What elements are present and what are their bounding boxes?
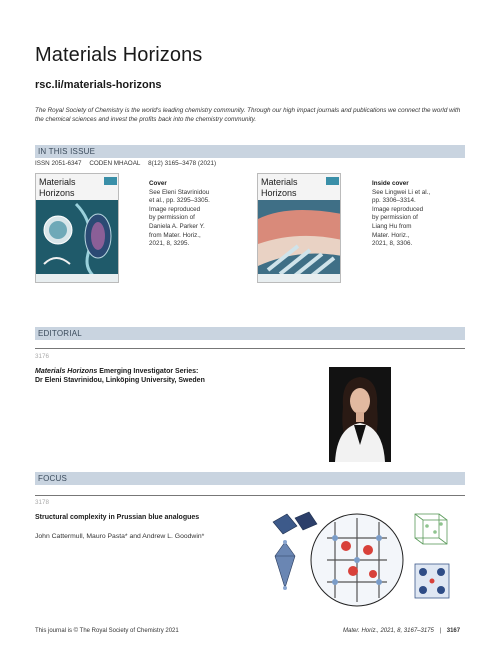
editorial-title-series: Emerging Investigator Series: <box>97 368 199 375</box>
focus-heading: FOCUS <box>35 472 465 485</box>
inside-cover-image[interactable] <box>257 173 341 283</box>
cover-line: Daniela A. Parker Y. <box>149 222 205 230</box>
cover-line: from Mater. Horiz., <box>149 231 201 239</box>
octahedron-left <box>273 512 317 590</box>
inside-cover-line: Image reproduced <box>372 205 424 213</box>
inside-cover-caption <box>372 180 430 249</box>
editorial-page: 3176 <box>35 353 50 360</box>
focus-rule <box>35 495 465 496</box>
issn-line <box>35 160 222 167</box>
cover-image[interactable] <box>35 173 119 283</box>
editorial-title[interactable] <box>35 367 315 385</box>
cover-line: Image reproduced <box>149 205 201 213</box>
journal-title: Materials Horizons <box>35 44 203 66</box>
cover-line: 2021, 8, 3295. <box>149 240 190 248</box>
focus-title[interactable]: Structural complexity in Prussian blue analogues <box>35 514 200 521</box>
inside-cover-line: Liang Hu from <box>372 222 412 230</box>
in-this-issue-heading: IN THIS ISSUE <box>35 145 465 158</box>
cover-brand-line2: Horizons <box>39 188 75 198</box>
cover-line: by permission of <box>149 214 195 222</box>
editorial-title-journal: Materials Horizons <box>35 368 98 375</box>
footer-citation-block <box>343 628 460 634</box>
editorial-title-line2: Dr Eleni Stavrinidou, Linköping University, Sweden <box>35 377 205 384</box>
footer-page-number: 3167 <box>446 628 461 634</box>
inside-cover-brand-line1: Materials <box>261 177 298 187</box>
inside-cover-title: Inside cover <box>372 180 409 187</box>
author-portrait <box>329 367 391 462</box>
footer-separator: | <box>439 628 442 634</box>
inside-cover-line: See Lingwei Li et al., <box>372 188 431 196</box>
cover-brand-line1: Materials <box>39 177 76 187</box>
footer-copyright: This journal is © The Royal Society of Chemistry 2021 <box>35 628 179 634</box>
prussian-blue-graphic <box>265 508 465 608</box>
cover-line: et al., pp. 3295–3305. <box>149 197 210 205</box>
inside-cover-line: by permission of <box>372 214 418 222</box>
inside-cover-line: Mater. Horiz., <box>372 231 410 239</box>
editorial-heading: EDITORIAL <box>35 327 465 340</box>
issn: ISSN 2051-6347 <box>35 160 82 167</box>
cover-line: See Eleni Stavrinidou <box>149 188 210 196</box>
focus-authors: John Cattermull, Mauro Pasta* and Andrew L. Goodwin* <box>35 533 205 540</box>
inside-cover-brand-line2: Horizons <box>261 188 297 198</box>
inside-cover-line: 2021, 8, 3306. <box>372 240 413 248</box>
intro-text: The Royal Society of Chemistry is the world's leading chemistry community. Through our high impact journals and publications we connect the world with the chemical sciences and invest the profits back into the chemistry community. <box>35 107 461 123</box>
issue-range: 8(12) 3165–3478 (2021) <box>148 160 217 167</box>
coden: CODEN MHAOAL <box>89 160 141 167</box>
footer-citation: Mater. Horiz., 2021, 8, 3167–3175 <box>343 628 434 634</box>
editorial-rule <box>35 348 465 349</box>
cover-caption <box>149 180 210 249</box>
journal-url[interactable]: rsc.li/materials-horizons <box>35 79 162 91</box>
inside-cover-line: pp. 3306–3314. <box>372 197 416 205</box>
cover-title: Cover <box>149 180 167 187</box>
focus-page: 3178 <box>35 499 50 506</box>
